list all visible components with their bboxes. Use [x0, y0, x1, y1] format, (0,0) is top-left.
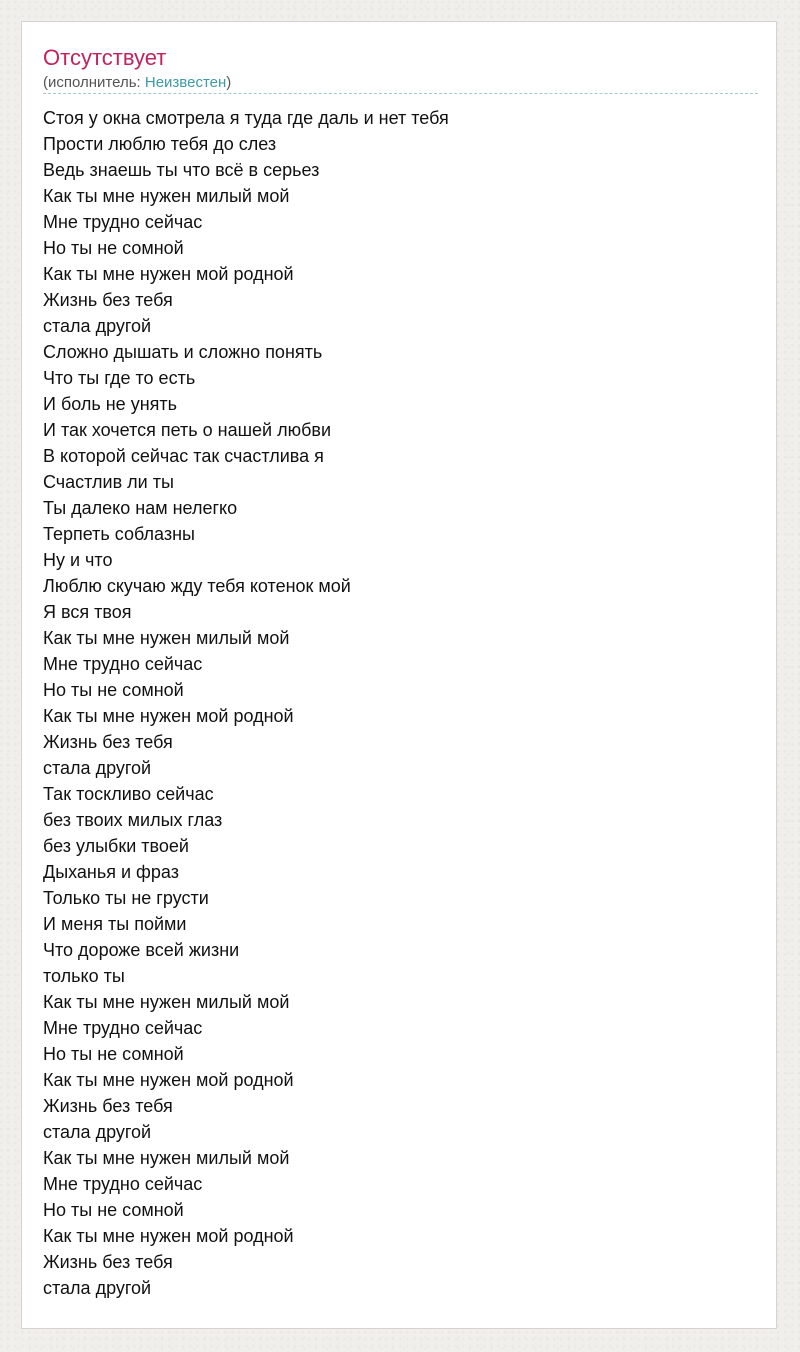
lyric-line: И меня ты пойми: [43, 914, 187, 934]
lyric-line: Дыханья и фраз: [43, 862, 179, 882]
lyrics-card: [21, 21, 777, 1329]
lyric-line: Я вся твоя: [43, 602, 132, 622]
lyric-line: Но ты не сомной: [43, 238, 184, 258]
lyric-line: стала другой: [43, 1278, 152, 1298]
lyric-line: Жизнь без тебя: [43, 290, 173, 310]
artist-line: [43, 73, 231, 93]
lyric-line: стала другой: [43, 758, 152, 778]
lyric-line: Как ты мне нужен мой родной: [43, 264, 294, 284]
title-divider: [43, 93, 758, 94]
lyric-line: Так тоскливо сейчас: [43, 784, 214, 804]
song-title: Отсутствует: [43, 45, 167, 70]
lyric-line: Как ты мне нужен мой родной: [43, 706, 294, 726]
lyric-line: Жизнь без тебя: [43, 1252, 173, 1272]
lyric-line: Как ты мне нужен мой родной: [43, 1070, 294, 1090]
lyric-line: Мне трудно сейчас: [43, 1018, 203, 1038]
lyric-line: И боль не унять: [43, 394, 178, 414]
lyric-line: Терпеть соблазны: [43, 524, 195, 544]
lyric-line: Жизнь без тебя: [43, 1096, 173, 1116]
lyric-line: Что дороже всей жизни: [43, 940, 240, 960]
lyric-line: Мне трудно сейчас: [43, 1174, 203, 1194]
lyric-line: стала другой: [43, 316, 152, 336]
lyrics-body: [43, 105, 758, 1301]
lyric-line: Ведь знаешь ты что всё в серьез: [43, 160, 320, 180]
artist-link[interactable]: Неизвестен: [144, 74, 227, 91]
artist-prefix: (исполнитель:: [43, 74, 145, 91]
lyric-line: без улыбки твоей: [43, 836, 189, 856]
lyric-line: Жизнь без тебя: [43, 732, 173, 752]
lyric-line: без твоих милых глаз: [43, 810, 223, 830]
lyric-line: Люблю скучаю жду тебя котенок мой: [43, 576, 351, 596]
lyric-line: В которой сейчас так счастлива я: [43, 446, 324, 466]
lyric-line: Как ты мне нужен милый мой: [43, 628, 290, 648]
lyric-line: Но ты не сомной: [43, 680, 184, 700]
lyric-line: Счастлив ли ты: [43, 472, 174, 492]
lyric-line: Что ты где то есть: [43, 368, 196, 388]
lyric-line: только ты: [43, 966, 125, 986]
lyric-line: стала другой: [43, 1122, 152, 1142]
lyric-line: Прости люблю тебя до слез: [43, 134, 277, 154]
lyric-line: Мне трудно сейчас: [43, 212, 203, 232]
lyric-line: И так хочется петь о нашей любви: [43, 420, 332, 440]
lyric-line: Только ты не грусти: [43, 888, 209, 908]
lyric-line: Как ты мне нужен милый мой: [43, 1148, 290, 1168]
lyric-line: Как ты мне нужен милый мой: [43, 186, 290, 206]
lyric-line: Но ты не сомной: [43, 1200, 184, 1220]
lyric-line: Как ты мне нужен мой родной: [43, 1226, 294, 1246]
lyric-line: Ты далеко нам нелегко: [43, 498, 238, 518]
lyric-line: Стоя у окна смотрела я туда где даль и нет тебя: [43, 108, 449, 128]
lyric-line: Но ты не сомной: [43, 1044, 184, 1064]
lyric-line: Сложно дышать и сложно понять: [43, 342, 323, 362]
lyric-line: Как ты мне нужен милый мой: [43, 992, 290, 1012]
artist-suffix: ): [226, 74, 232, 91]
lyric-line: Ну и что: [43, 550, 113, 570]
lyric-line: Мне трудно сейчас: [43, 654, 203, 674]
